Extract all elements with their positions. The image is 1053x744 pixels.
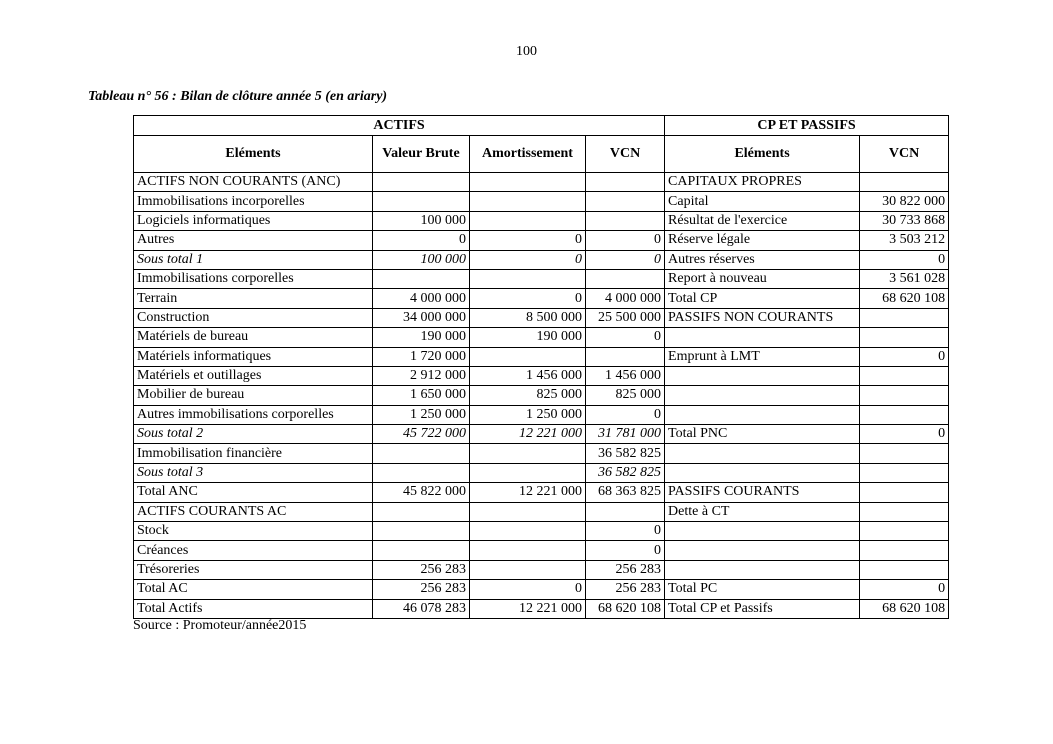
vcn-passif-cell — [860, 463, 949, 482]
vcn-passif-cell: 0 — [860, 580, 949, 599]
passif-element-cell — [665, 541, 860, 560]
valeur-brute-cell — [373, 173, 470, 192]
vcn-actif-cell: 0 — [586, 405, 665, 424]
valeur-brute-cell — [373, 463, 470, 482]
valeur-brute-cell: 1 720 000 — [373, 347, 470, 366]
valeur-brute-cell: 1 250 000 — [373, 405, 470, 424]
amortissement-cell — [470, 444, 586, 463]
actif-element-cell: Total AC — [134, 580, 373, 599]
balance-sheet-body — [134, 173, 949, 619]
vcn-passif-cell — [860, 541, 949, 560]
actif-element-cell: Immobilisations corporelles — [134, 269, 373, 288]
actif-element-cell: Total ANC — [134, 483, 373, 502]
actif-element-cell: Autres — [134, 231, 373, 250]
passif-element-cell — [665, 463, 860, 482]
vcn-actif-cell: 36 582 825 — [586, 444, 665, 463]
amortissement-cell — [470, 173, 586, 192]
actif-element-cell: Sous total 2 — [134, 425, 373, 444]
table-row — [134, 192, 949, 211]
passif-element-cell: Total CP — [665, 289, 860, 308]
col-header-elements-passif: Eléments — [665, 136, 860, 173]
vcn-actif-cell: 0 — [586, 328, 665, 347]
table-row — [134, 173, 949, 192]
col-header-vcn-actif: VCN — [586, 136, 665, 173]
vcn-passif-cell — [860, 560, 949, 579]
vcn-passif-cell — [860, 328, 949, 347]
passif-element-cell: Emprunt à LMT — [665, 347, 860, 366]
vcn-passif-cell: 3 503 212 — [860, 231, 949, 250]
passif-element-cell — [665, 444, 860, 463]
table-row — [134, 386, 949, 405]
vcn-passif-cell — [860, 173, 949, 192]
table-row — [134, 231, 949, 250]
valeur-brute-cell — [373, 269, 470, 288]
vcn-passif-cell — [860, 502, 949, 521]
amortissement-cell: 0 — [470, 250, 586, 269]
vcn-actif-cell: 68 363 825 — [586, 483, 665, 502]
table-caption: Tableau n° 56 : Bilan de clôture année 5 (en ariary) — [88, 89, 388, 104]
vcn-passif-cell — [860, 386, 949, 405]
table-row — [134, 366, 949, 385]
amortissement-cell: 1 456 000 — [470, 366, 586, 385]
actif-element-cell: Terrain — [134, 289, 373, 308]
passif-element-cell: Total CP et Passifs — [665, 599, 860, 618]
column-header-row — [134, 136, 949, 173]
amortissement-cell: 12 221 000 — [470, 425, 586, 444]
passif-element-cell: Autres réserves — [665, 250, 860, 269]
vcn-actif-cell — [586, 269, 665, 288]
table-row — [134, 289, 949, 308]
vcn-passif-cell — [860, 483, 949, 502]
valeur-brute-cell: 2 912 000 — [373, 366, 470, 385]
valeur-brute-cell — [373, 541, 470, 560]
col-header-elements-actif: Eléments — [134, 136, 373, 173]
vcn-actif-cell: 4 000 000 — [586, 289, 665, 308]
actif-element-cell: Total Actifs — [134, 599, 373, 618]
table-row — [134, 599, 949, 618]
actif-element-cell: Stock — [134, 522, 373, 541]
actif-element-cell: Sous total 1 — [134, 250, 373, 269]
vcn-passif-cell: 0 — [860, 250, 949, 269]
valeur-brute-cell: 256 283 — [373, 560, 470, 579]
vcn-actif-cell: 25 500 000 — [586, 308, 665, 327]
amortissement-cell — [470, 211, 586, 230]
source-note: Source : Promoteur/année2015 — [133, 618, 307, 633]
vcn-passif-cell: 3 561 028 — [860, 269, 949, 288]
table-row — [134, 502, 949, 521]
vcn-actif-cell — [586, 173, 665, 192]
valeur-brute-cell: 100 000 — [373, 211, 470, 230]
amortissement-cell: 1 250 000 — [470, 405, 586, 424]
table-row — [134, 250, 949, 269]
amortissement-cell: 0 — [470, 231, 586, 250]
vcn-passif-cell: 30 733 868 — [860, 211, 949, 230]
vcn-actif-cell: 256 283 — [586, 580, 665, 599]
passif-element-cell: Réserve légale — [665, 231, 860, 250]
valeur-brute-cell: 100 000 — [373, 250, 470, 269]
passif-element-cell: CAPITAUX PROPRES — [665, 173, 860, 192]
vcn-actif-cell: 0 — [586, 522, 665, 541]
page-number: 100 — [516, 44, 537, 59]
table-row — [134, 560, 949, 579]
passif-element-cell: Report à nouveau — [665, 269, 860, 288]
balance-sheet-table — [133, 115, 949, 619]
vcn-actif-cell: 256 283 — [586, 560, 665, 579]
passif-element-cell — [665, 366, 860, 385]
amortissement-cell: 12 221 000 — [470, 483, 586, 502]
actif-element-cell: ACTIFS NON COURANTS (ANC) — [134, 173, 373, 192]
vcn-passif-cell: 30 822 000 — [860, 192, 949, 211]
table-row — [134, 269, 949, 288]
group-header-row — [134, 116, 949, 136]
actif-element-cell: Trésoreries — [134, 560, 373, 579]
vcn-actif-cell: 68 620 108 — [586, 599, 665, 618]
valeur-brute-cell: 190 000 — [373, 328, 470, 347]
table-row — [134, 405, 949, 424]
vcn-actif-cell — [586, 211, 665, 230]
table-row — [134, 463, 949, 482]
vcn-actif-cell: 0 — [586, 250, 665, 269]
passif-element-cell: PASSIFS COURANTS — [665, 483, 860, 502]
table-row — [134, 580, 949, 599]
vcn-actif-cell: 36 582 825 — [586, 463, 665, 482]
table-row — [134, 211, 949, 230]
passif-element-cell — [665, 522, 860, 541]
passif-element-cell: Résultat de l'exercice — [665, 211, 860, 230]
passif-element-cell — [665, 328, 860, 347]
actif-element-cell: Créances — [134, 541, 373, 560]
table-row — [134, 328, 949, 347]
vcn-actif-cell: 1 456 000 — [586, 366, 665, 385]
actif-element-cell: Matériels informatiques — [134, 347, 373, 366]
vcn-passif-cell — [860, 522, 949, 541]
valeur-brute-cell: 1 650 000 — [373, 386, 470, 405]
amortissement-cell — [470, 502, 586, 521]
vcn-passif-cell: 0 — [860, 347, 949, 366]
actif-element-cell: Immobilisations incorporelles — [134, 192, 373, 211]
table-row — [134, 425, 949, 444]
vcn-actif-cell: 825 000 — [586, 386, 665, 405]
passifs-group-header: CP ET PASSIFS — [665, 116, 949, 136]
vcn-actif-cell — [586, 192, 665, 211]
passif-element-cell: Total PNC — [665, 425, 860, 444]
actif-element-cell: Logiciels informatiques — [134, 211, 373, 230]
vcn-passif-cell — [860, 308, 949, 327]
table-row — [134, 483, 949, 502]
amortissement-cell — [470, 522, 586, 541]
passif-element-cell — [665, 386, 860, 405]
actif-element-cell: Matériels de bureau — [134, 328, 373, 347]
vcn-passif-cell — [860, 444, 949, 463]
amortissement-cell — [470, 347, 586, 366]
actif-element-cell: Matériels et outillages — [134, 366, 373, 385]
passif-element-cell: Capital — [665, 192, 860, 211]
valeur-brute-cell — [373, 444, 470, 463]
valeur-brute-cell: 46 078 283 — [373, 599, 470, 618]
amortissement-cell — [470, 541, 586, 560]
vcn-passif-cell: 68 620 108 — [860, 599, 949, 618]
vcn-passif-cell: 68 620 108 — [860, 289, 949, 308]
passif-element-cell: Total PC — [665, 580, 860, 599]
valeur-brute-cell: 34 000 000 — [373, 308, 470, 327]
valeur-brute-cell: 4 000 000 — [373, 289, 470, 308]
valeur-brute-cell: 0 — [373, 231, 470, 250]
vcn-actif-cell: 0 — [586, 541, 665, 560]
amortissement-cell: 8 500 000 — [470, 308, 586, 327]
amortissement-cell: 190 000 — [470, 328, 586, 347]
vcn-passif-cell — [860, 405, 949, 424]
valeur-brute-cell: 45 722 000 — [373, 425, 470, 444]
amortissement-cell — [470, 560, 586, 579]
passif-element-cell — [665, 405, 860, 424]
actif-element-cell: Sous total 3 — [134, 463, 373, 482]
passif-element-cell — [665, 560, 860, 579]
vcn-passif-cell: 0 — [860, 425, 949, 444]
amortissement-cell — [470, 192, 586, 211]
actif-element-cell: ACTIFS COURANTS AC — [134, 502, 373, 521]
amortissement-cell: 12 221 000 — [470, 599, 586, 618]
table-row — [134, 541, 949, 560]
actifs-group-header: ACTIFS — [134, 116, 665, 136]
amortissement-cell: 0 — [470, 289, 586, 308]
amortissement-cell — [470, 269, 586, 288]
vcn-actif-cell — [586, 347, 665, 366]
amortissement-cell: 825 000 — [470, 386, 586, 405]
amortissement-cell: 0 — [470, 580, 586, 599]
valeur-brute-cell: 256 283 — [373, 580, 470, 599]
passif-element-cell: PASSIFS NON COURANTS — [665, 308, 860, 327]
col-header-amortissement: Amortissement — [470, 136, 586, 173]
passif-element-cell: Dette à CT — [665, 502, 860, 521]
amortissement-cell — [470, 463, 586, 482]
vcn-actif-cell: 0 — [586, 231, 665, 250]
col-header-valeur-brute: Valeur Brute — [373, 136, 470, 173]
actif-element-cell: Autres immobilisations corporelles — [134, 405, 373, 424]
actif-element-cell: Mobilier de bureau — [134, 386, 373, 405]
table-row — [134, 522, 949, 541]
valeur-brute-cell: 45 822 000 — [373, 483, 470, 502]
valeur-brute-cell — [373, 192, 470, 211]
actif-element-cell: Construction — [134, 308, 373, 327]
vcn-actif-cell — [586, 502, 665, 521]
valeur-brute-cell — [373, 502, 470, 521]
table-row — [134, 308, 949, 327]
col-header-vcn-passif: VCN — [860, 136, 949, 173]
actif-element-cell: Immobilisation financière — [134, 444, 373, 463]
table-row — [134, 444, 949, 463]
vcn-passif-cell — [860, 366, 949, 385]
table-row — [134, 347, 949, 366]
valeur-brute-cell — [373, 522, 470, 541]
vcn-actif-cell: 31 781 000 — [586, 425, 665, 444]
